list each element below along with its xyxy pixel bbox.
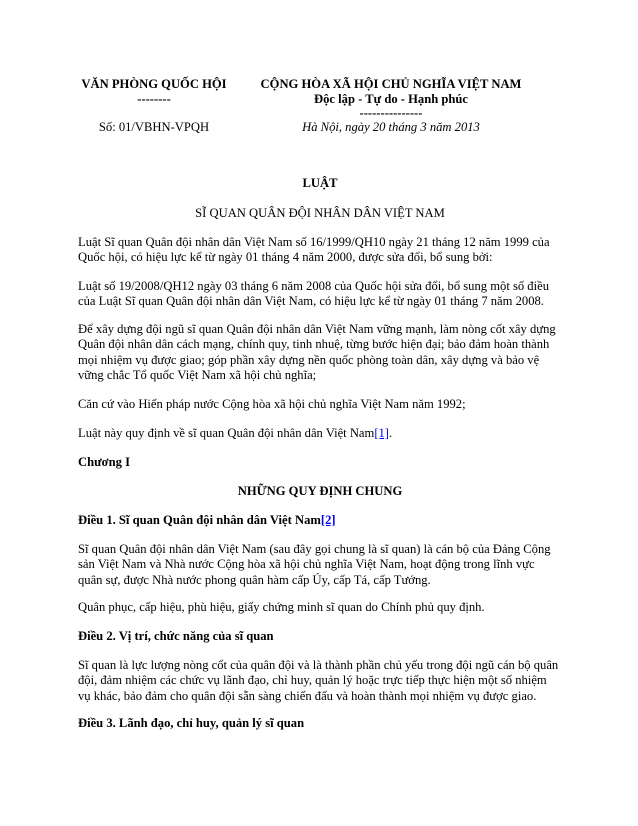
article-2-paragraph-1: Sĩ quan là lực lượng nòng cốt của quân đội và là thành phần chủ yếu trong đội ngũ cán bộ quân đội, đảm nhiệm các chức vụ lãnh đạo, chỉ huy, quản lý hoặc trực tiếp thực hiện một số nhiệm vụ khác, bảo đảm cho quân đội sẵn sàng chiến đấu và hoàn thành mọi nhiệm vụ được giao. [78, 658, 559, 703]
chapter-number: Chương I [78, 455, 130, 469]
document-type: LUẬT [302, 176, 338, 190]
country-name: CỘNG HÒA XÃ HỘI CHỦ NGHĨA VIỆT NAM [260, 77, 522, 91]
article-1-paragraph-1: Sĩ quan Quân đội nhân dân Việt Nam (sau đây gọi chung là sĩ quan) là cán bộ của Đảng Cộng sản Việt Nam và Nhà nước Cộng hòa xã hội chủ nghĩa Việt Nam, hoạt động trong lĩnh vực quân sự, được Nhà nước phong quân hàm cấp Úy, cấp Tá, cấp Tướng. [78, 542, 551, 587]
preamble-paragraph-5 [78, 426, 562, 441]
preamble-paragraph-4: Căn cứ vào Hiến pháp nước Cộng hòa xã hội chủ nghĩa Việt Nam năm 1992; [78, 397, 466, 411]
preamble-paragraph-5-text: Luật này quy định về sĩ quan Quân đội nhân dân Việt Nam [78, 426, 375, 440]
national-motto: Độc lập - Tự do - Hạnh phúc [314, 92, 468, 106]
preamble-paragraph-2: Luật số 19/2008/QH12 ngày 03 tháng 6 năm 2008 của Quốc hội sửa đổi, bổ sung một số điều của Luật Sĩ quan Quân đội nhân dân Việt Nam, có hiệu lực kể từ ngày 01 tháng 7 năm 2008. [78, 279, 549, 309]
motto-rule: --------------- [359, 106, 423, 120]
document-title: SĨ QUAN QUÂN ĐỘI NHÂN DÂN VIỆT NAM [195, 206, 445, 220]
footnote-link-2[interactable]: [2] [320, 513, 336, 527]
agency-name: VĂN PHÒNG QUỐC HỘI [81, 77, 227, 91]
preamble-paragraph-1: Luật Sĩ quan Quân đội nhân dân Việt Nam số 16/1999/QH10 ngày 21 tháng 12 năm 1999 của Quốc hội, có hiệu lực kể từ ngày 01 tháng 4 năm 2000, được sửa đổi, bổ sung bởi: [78, 235, 550, 265]
chapter-title: NHỮNG QUY ĐỊNH CHUNG [237, 484, 403, 498]
article-1-paragraph-2: Quân phục, cấp hiệu, phù hiệu, giấy chứng minh sĩ quan do Chính phủ quy định. [78, 600, 485, 614]
article-1-heading-text: Điều 1. Sĩ quan Quân đội nhân dân Việt Nam [78, 513, 321, 527]
article-3-heading: Điều 3. Lãnh đạo, chỉ huy, quản lý sĩ quan [78, 716, 305, 730]
doc-number: Số: 01/VBHN-VPQH [98, 120, 210, 134]
article-2-heading: Điều 2. Vị trí, chức năng của sĩ quan [78, 629, 274, 643]
agency-rule: -------- [137, 92, 171, 106]
preamble-paragraph-3: Để xây dựng đội ngũ sĩ quan Quân đội nhân dân Việt Nam vững mạnh, làm nòng cốt xây dựng Quân đội nhân dân cách mạng, chính quy, tinh nhuệ, từng bước hiện đại; bảo đảm hoàn thành mọi nhiệm vụ được giao; góp phần xây dựng nền quốc phòng toàn dân, xây dựng và bảo vệ vững chắc Tổ quốc Việt Nam xã hội chủ nghĩa; [78, 322, 556, 383]
footnote-link-1[interactable]: [1] [374, 426, 389, 440]
preamble-paragraph-5-end: . [389, 426, 393, 440]
place-date: Hà Nội, ngày 20 tháng 3 năm 2013 [302, 120, 480, 134]
article-1-heading [78, 513, 336, 528]
